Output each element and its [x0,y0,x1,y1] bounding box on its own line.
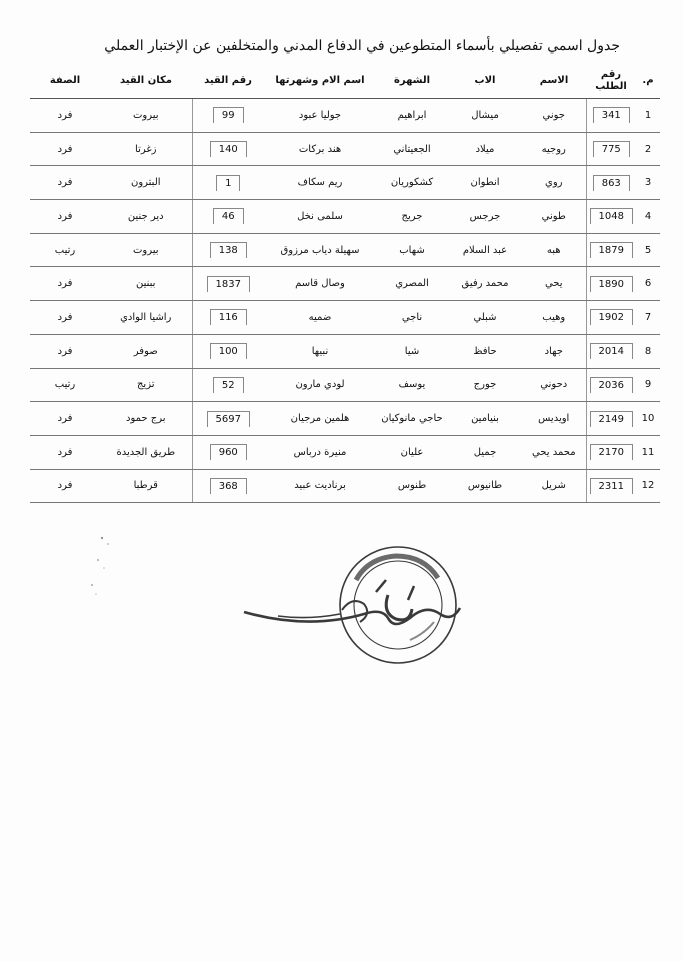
cell-reg-place: زغرتا [100,132,192,166]
cell-reg-place: راشيا الوادي [100,301,192,335]
cell-request-no-value: 1890 [590,276,633,292]
cell-name: اويديس [522,402,586,436]
header-status: الصفة [30,64,100,99]
cell-mother: سلمى نخل [264,200,376,234]
cell-surname: الجعيتاني [376,132,448,166]
cell-name: روي [522,166,586,200]
cell-m: 2 [636,132,660,166]
cell-request-no-value: 2149 [590,411,633,427]
cell-reg-place: البترون [100,166,192,200]
cell-m: 11 [636,435,660,469]
cell-father: انطوان [448,166,522,200]
cell-request-no-value: 1048 [590,208,633,224]
cell-mother: ريم سكاف [264,166,376,200]
cell-request-no [586,132,636,166]
table-row [30,435,660,469]
cell-request-no-value: 2170 [590,444,633,460]
cell-mother: ضميه [264,301,376,335]
cell-name: جهاد [522,334,586,368]
cell-reg-no [192,368,264,402]
cell-father: عبد السلام [448,233,522,267]
cell-m: 8 [636,334,660,368]
table-row [30,132,660,166]
cell-father: حافظ [448,334,522,368]
cell-father: طانيوس [448,469,522,503]
cell-name: روجيه [522,132,586,166]
cell-reg-place: برج حمود [100,402,192,436]
cell-reg-no-value: 1 [216,175,240,191]
cell-request-no [586,469,636,503]
cell-reg-no [192,469,264,503]
cell-reg-no-value: 140 [210,141,247,157]
cell-status: فرد [30,267,100,301]
table-row [30,368,660,402]
cell-reg-place: تزيج [100,368,192,402]
cell-reg-place: بيروت [100,233,192,267]
cell-reg-no-value: 100 [210,343,247,359]
cell-reg-place: صوفر [100,334,192,368]
cell-request-no [586,99,636,133]
cell-request-no-value: 2311 [590,478,633,494]
table-row [30,301,660,335]
cell-name: محمد يحي [522,435,586,469]
cell-mother: هند بركات [264,132,376,166]
cell-request-no-value: 775 [593,141,630,157]
cell-mother: جوليا عبود [264,99,376,133]
table-header-row [30,64,660,99]
cell-name: يحي [522,267,586,301]
scan-specks [80,530,140,610]
cell-name: دحوني [522,368,586,402]
cell-request-no [586,334,636,368]
cell-reg-no-value: 368 [210,478,247,494]
cell-surname: طنوس [376,469,448,503]
cell-reg-place: ببنين [100,267,192,301]
cell-surname: حاجي مانوكيان [376,402,448,436]
cell-mother: منيرة درباس [264,435,376,469]
cell-reg-place: طريق الجديدة [100,435,192,469]
cell-surname: يوسف [376,368,448,402]
cell-status: فرد [30,132,100,166]
cell-reg-no-value: 138 [210,242,247,258]
cell-surname: ناجي [376,301,448,335]
table-row [30,267,660,301]
cell-mother: وصال قاسم [264,267,376,301]
cell-status: فرد [30,334,100,368]
cell-request-no [586,267,636,301]
cell-surname: شهاب [376,233,448,267]
table-row [30,233,660,267]
cell-father: ميلاد [448,132,522,166]
cell-reg-no [192,233,264,267]
header-mother: اسم الام وشهرتها [264,64,376,99]
cell-reg-no-value: 46 [213,208,244,224]
cell-request-no-value: 863 [593,175,630,191]
cell-m: 7 [636,301,660,335]
cell-reg-no [192,166,264,200]
cell-surname: كشكوريان [376,166,448,200]
cell-father: جميل [448,435,522,469]
cell-mother: برناديت عبيد [264,469,376,503]
cell-status: فرد [30,435,100,469]
cell-request-no [586,233,636,267]
cell-reg-no [192,267,264,301]
cell-reg-no [192,99,264,133]
cell-request-no-value: 341 [593,107,630,123]
cell-reg-no [192,435,264,469]
cell-reg-no-value: 99 [213,107,244,123]
cell-status: فرد [30,200,100,234]
cell-request-no [586,435,636,469]
table-row [30,469,660,503]
cell-reg-no-value: 5697 [207,411,250,427]
cell-m: 6 [636,267,660,301]
cell-mother: سهيلة دياب مرزوق [264,233,376,267]
cell-reg-no-value: 1837 [207,276,250,292]
cell-name: شريل [522,469,586,503]
cell-reg-place: قرطبا [100,469,192,503]
cell-request-no-value: 1902 [590,309,633,325]
cell-reg-no [192,334,264,368]
header-reg-no: رقم القيد [192,64,264,99]
cell-m: 10 [636,402,660,436]
cell-father: جرجس [448,200,522,234]
cell-name: هبه [522,233,586,267]
cell-request-no-value: 1879 [590,242,633,258]
cell-request-no [586,368,636,402]
cell-request-no [586,166,636,200]
page-title: جدول اسمي تفصيلي بأسماء المتطوعين في الدفاع المدني والمتخلفين عن الإختبار العملي [104,38,620,54]
cell-father: بنيامين [448,402,522,436]
cell-request-no [586,402,636,436]
cell-mother: لودي مارون [264,368,376,402]
cell-status: رتيب [30,233,100,267]
header-name: الاسم [522,64,586,99]
cell-request-no [586,200,636,234]
cell-status: فرد [30,301,100,335]
table-row [30,166,660,200]
cell-mother: هلمين مرجيان [264,402,376,436]
cell-reg-no-value: 116 [210,309,247,325]
cell-reg-no-value: 52 [213,377,244,393]
cell-request-no [586,301,636,335]
header-reg-place: مكان القيد [100,64,192,99]
cell-status: فرد [30,469,100,503]
cell-surname: شيا [376,334,448,368]
cell-m: 4 [636,200,660,234]
cell-name: طوني [522,200,586,234]
cell-father: ميشال [448,99,522,133]
header-father: الاب [448,64,522,99]
table-row [30,334,660,368]
header-m: م. [636,64,660,99]
cell-name: جوني [522,99,586,133]
volunteers-table [30,64,660,503]
cell-father: جورج [448,368,522,402]
cell-surname: عليان [376,435,448,469]
cell-reg-place: دير جنين [100,200,192,234]
cell-surname: المصري [376,267,448,301]
cell-m: 1 [636,99,660,133]
header-request-no: رقم الطلب [586,64,636,99]
cell-reg-no-value: 960 [210,444,247,460]
cell-status: رتيب [30,368,100,402]
cell-surname: ابراهيم [376,99,448,133]
table-row [30,99,660,133]
cell-surname: جريج [376,200,448,234]
cell-status: فرد [30,99,100,133]
header-surname: الشهرة [376,64,448,99]
cell-m: 5 [636,233,660,267]
cell-status: فرد [30,402,100,436]
cell-m: 12 [636,469,660,503]
cell-status: فرد [30,166,100,200]
cell-request-no-value: 2036 [590,377,633,393]
cell-reg-no [192,132,264,166]
table-row [30,402,660,436]
table-row [30,200,660,234]
cell-reg-no [192,301,264,335]
official-stamp-and-signature [238,540,488,690]
cell-request-no-value: 2014 [590,343,633,359]
cell-m: 3 [636,166,660,200]
cell-father: محمد رفيق [448,267,522,301]
cell-mother: نبيها [264,334,376,368]
cell-reg-place: بيروت [100,99,192,133]
cell-reg-no [192,200,264,234]
cell-father: شبلي [448,301,522,335]
cell-name: وهيب [522,301,586,335]
cell-reg-no [192,402,264,436]
cell-m: 9 [636,368,660,402]
